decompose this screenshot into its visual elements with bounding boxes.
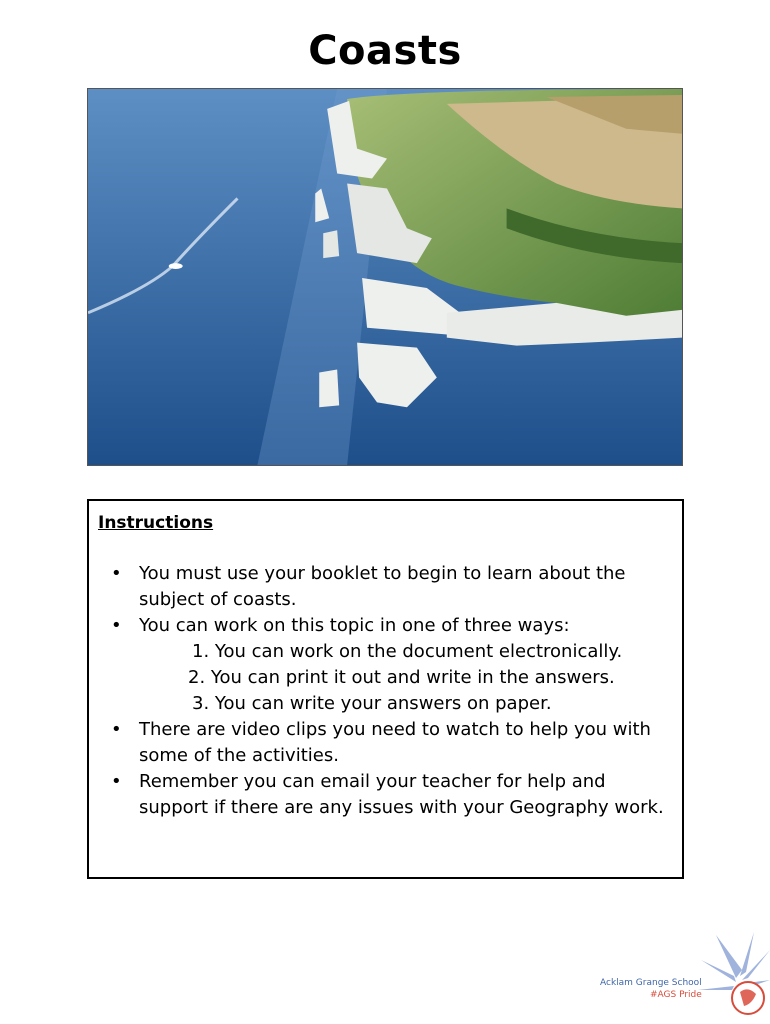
bullet-icon: • xyxy=(111,615,122,636)
coastline-photo xyxy=(87,88,683,466)
bullet-icon: • xyxy=(111,563,122,584)
school-crest-icon xyxy=(696,930,770,1024)
bullet-icon: • xyxy=(111,771,122,792)
numbered-item: 3. You can write your answers on paper. xyxy=(192,693,552,714)
list-item xyxy=(89,769,682,821)
school-logo xyxy=(600,930,770,1024)
list-item xyxy=(89,613,682,639)
list-item xyxy=(89,561,682,613)
boat xyxy=(169,263,183,269)
cliffs-illustration xyxy=(88,89,682,465)
sea-stack-3 xyxy=(319,370,339,408)
instructions-box xyxy=(87,499,684,879)
list-item-text: You can work on this topic in one of three ways: xyxy=(139,615,570,636)
page-title: Coasts xyxy=(308,28,462,74)
bullet-icon: • xyxy=(111,719,122,740)
school-tagline: #AGS Pride xyxy=(650,990,702,1000)
school-name: Acklam Grange School xyxy=(600,978,702,988)
numbered-item: 1. You can work on the document electronically. xyxy=(192,641,623,662)
list-item-text: Remember you can email your teacher for help and support if there are any issues with your Geography work. xyxy=(139,771,664,818)
list-item-text: You must use your booklet to begin to learn about the subject of coasts. xyxy=(139,563,626,610)
sea-stack-2 xyxy=(323,230,339,258)
instructions-list xyxy=(89,561,682,821)
instructions-heading: Instructions xyxy=(98,513,214,533)
list-item-text: There are video clips you need to watch to help you with some of the activities. xyxy=(139,719,651,766)
list-item xyxy=(89,717,682,769)
numbered-item: 2. You can print it out and write in the answers. xyxy=(188,667,615,688)
